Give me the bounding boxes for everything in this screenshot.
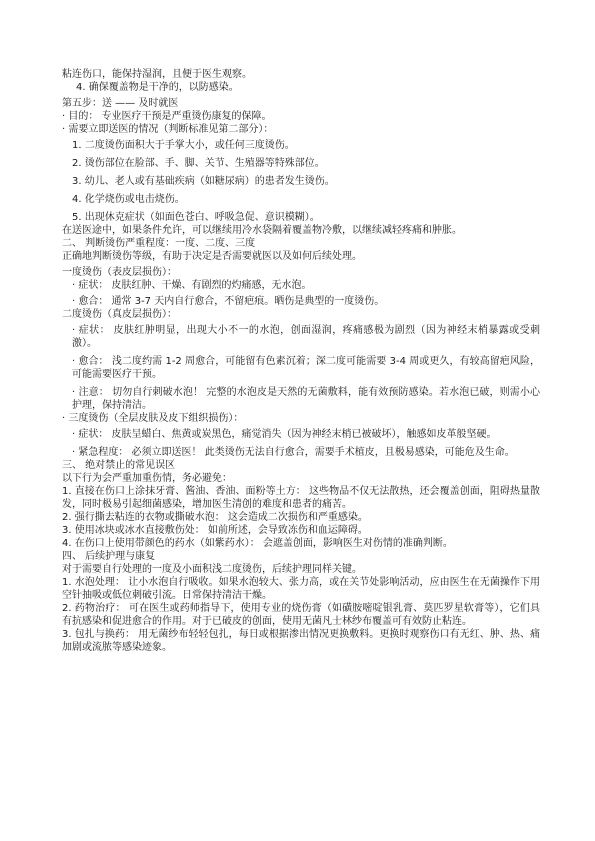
list-item: 3. 使用冰块或冰水直接敷伤处： 如前所述，会导致冻伤和血运障碍。: [62, 525, 368, 536]
paragraph-continuation: 粘连伤口，能保持湿润，且便于医生观察。: [62, 69, 252, 80]
list-item: 1. 直接在伤口上涂抹牙膏、酱油、香油、面粉等土方： 这些物品不仅无法散热，还会覆盖创面，阻碍热量散发，同时极易引起细菌感染，增加医生清创的难度和患者的痛苦。: [62, 486, 540, 510]
degree1-healing: · 愈合： 通常 3-7 天内自行愈合，不留疤痕。晒伤是典型的一度烫伤。: [72, 296, 385, 307]
degree2-symptom: · 症状： 皮肤红肿明显，出现大小不一的水泡，创面湿润，疼痛感极为剧烈（因为神经末梢暴露或受刺激）。: [72, 325, 540, 349]
degree3-heading: · 三度烫伤（全层皮肤及皮下组织损伤）：: [62, 413, 244, 424]
section3-heading: 三、 绝对禁止的常见误区: [62, 460, 176, 471]
transport-paragraph: 在送医途中，如果条件允许，可以继续用冷水袋隔着覆盖物冷敷，以继续减轻疼痛和肿胀。: [62, 225, 462, 236]
list-item: 5. 出现休克症状（如面色苍白、呼吸急促、意识模糊）。: [72, 212, 320, 223]
degree2-heading: 二度烫伤（真皮层损伤）：: [62, 309, 177, 320]
list-item: 3. 包扎与换药： 用无菌纱布轻轻包扎，每日或根据渗出情况更换敷料。更换时观察伤口有无红、肿、热、痛加剧或流脓等感染迹象。: [62, 629, 540, 653]
list-item: 3. 幼儿、老人或有基础疾病（如糖尿病）的患者发生烫伤。: [72, 176, 335, 187]
document-body: [62, 68, 540, 654]
degree1-symptom: · 症状： 皮肤红肿、干燥、有剧烈的灼痛感，无水泡。: [72, 280, 312, 291]
section3-intro: 以下行为会严重加重伤情，务必避免：: [62, 473, 232, 484]
step5-heading: 第五步：送 —— 及时就医: [62, 98, 179, 109]
list-item: 4. 化学烧伤或电击烧伤。: [72, 194, 185, 205]
list-item: 2. 药物治疗： 可在医生或药师指导下，使用专业的烧伤膏（如磺胺嘧啶银乳膏、莫匹罗星软膏等），它们具有抗感染和促进愈合的作用。对于已破皮的创面，使用无菌凡士林纱布覆盖可有效防止粘连。: [62, 603, 540, 627]
degree3-symptom: · 症状： 皮肤呈蜡白、焦黄或炭黑色，痛觉消失（因为神经末梢已被破坏），触感如皮革般坚硬。: [72, 429, 497, 440]
list-item: 1. 水泡处理： 让小水泡自行吸收。如果水泡较大、张力高，或在关节处影响活动，应由医生在无菌操作下用空针抽吸或低位刺破引流。日常保持清洁干燥。: [62, 577, 540, 601]
list-item: 2. 强行撕去粘连的衣物或撕破水泡： 这会造成二次损伤和严重感染。: [62, 512, 368, 523]
list-item: 2. 烫伤部位在脸部、手、脚、关节、生殖器等特殊部位。: [72, 158, 325, 169]
degree3-urgency: · 紧急程度： 必须立即送医！ 此类烫伤无法自行愈合，需要手术植皮，且极易感染，可能危及生命。: [72, 447, 515, 458]
list-item: 4. 确保覆盖物是干净的，以防感染。: [76, 82, 239, 93]
section2-heading: 二、 判断烫伤严重程度：一度、二度、三度: [62, 238, 256, 249]
list-item: 4. 在伤口上使用带颜色的药水（如紫药水）： 会遮盖创面，影响医生对伤情的准确判断。: [62, 538, 453, 549]
bullet-need-hospital: · 需要立即送医的情况（判断标准见第二部分）：: [62, 124, 274, 135]
degree2-note: · 注意： 切勿自行刺破水泡！ 完整的水泡皮是天然的无菌敷料，能有效预防感染。若水泡已破，则需小心护理，保持清洁。: [72, 387, 540, 411]
degree2-healing: · 愈合： 浅二度约需 1-2 周愈合，可能留有色素沉着；深二度可能需要 3-4 周或更久，有较高留疤风险，可能需要医疗干预。: [72, 356, 540, 380]
degree1-heading: 一度烫伤（表皮层损伤）：: [62, 267, 177, 278]
bullet-goal: · 目的： 专业医疗干预是严重烫伤康复的保障。: [62, 111, 272, 122]
section4-intro: 对于需要自行处理的一度及小面积浅二度烫伤，后续护理同样关键。: [62, 564, 362, 575]
section4-heading: 四、 后续护理与康复: [62, 551, 156, 562]
section2-intro: 正确地判断烫伤等级，有助于决定是否需要就医以及如何后续处理。: [62, 251, 362, 262]
list-item: 1. 二度烫伤面积大于手掌大小，或任何三度烫伤。: [72, 140, 295, 151]
